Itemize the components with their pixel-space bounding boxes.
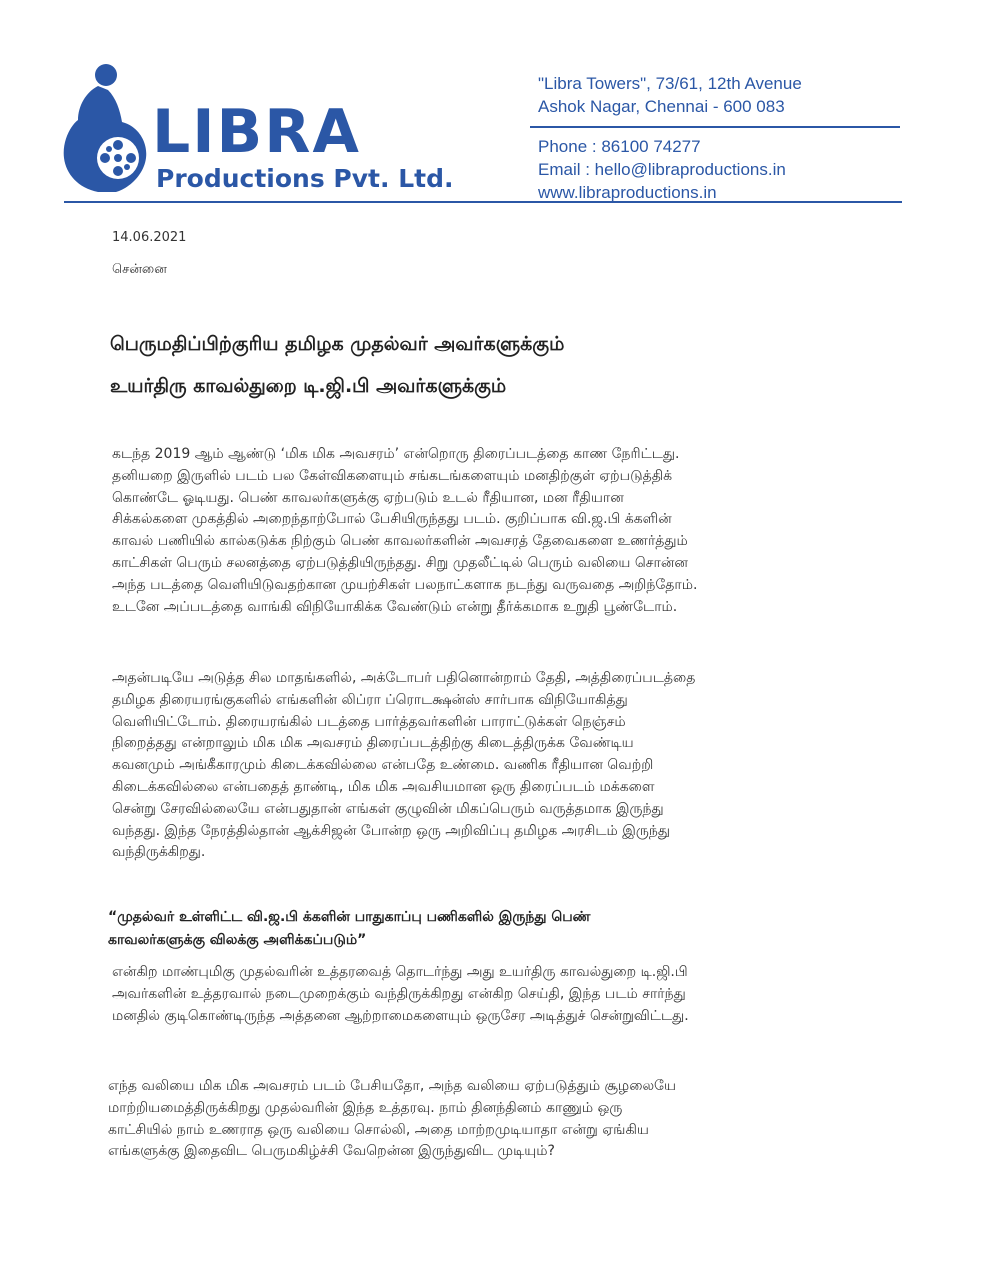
paragraph-line: வந்திருக்கிறது. [112,844,206,861]
paragraph-line: உடனே அப்படத்தை வாங்கி விநியோகிக்க வேண்டும் என்று தீர்க்கமாக உறுதி பூண்டோம். [112,598,678,615]
paragraph-line: வெளியிட்டோம். திரையரங்கில் படத்தை பார்த்தவர்களின் பாராட்டுக்கள் நெஞ்சம் [112,713,626,730]
paragraph-line: என்கிற மாண்புமிகு முதல்வரின் உத்தரவைத் தொடர்ந்து அது உயர்திரு காவல்துறை டி.ஜி.பி [112,964,688,980]
paragraph-line: சென்று சேரவில்லையே என்பதுதான் எங்கள் குழுவின் மிகப்பெரும் வருத்தமாக இருந்து [112,800,664,817]
paragraph-line: வந்தது. இந்த நேரத்தில்தான் ஆக்சிஜன் போன்ற ஒரு அறிவிப்பு தமிழக அரசிடம் இருந்து [112,822,670,839]
paragraph-line: காவல் பணியில் கால்கடுக்க நிற்கும் பெண் காவலர்களின் அவசரத் தேவைகளை உணர்த்தும் [112,533,688,550]
paragraph-line: அந்த படத்தை வெளியிடுவதற்கான முயற்சிகள் பலநாட்களாக நடந்து வருவதை அறிந்தோம். [112,576,698,593]
paragraph-line: சிக்கல்களை முகத்தில் அறைந்தாற்போல் பேசியிருந்தது படம். குறிப்பாக வி.ஜ.பி க்களின் [112,511,672,528]
paragraph-2 [112,668,872,864]
paragraph-line: அதன்படியே அடுத்த சில மாதங்களில், அக்டோபர் பதினொன்றாம் தேதி, அத்திரைப்படத்தை [112,670,696,686]
paragraph-line: காட்சியில் நாம் உணராத ஒரு வலியை சொல்லி, அதை மாற்றமுடியாதா என்று ஏங்கிய [108,1121,649,1138]
salutation-line-1: பெருமதிப்பிற்குரிய தமிழக முதல்வர் அவர்களுக்கும் [110,333,565,355]
paragraph-1 [112,444,872,618]
paragraph-line: கொண்டே ஓடியது. பெண் காவலர்களுக்கு ஏற்படும் உடல் ரீதியான, மன ரீதியான [112,489,624,506]
letter-place: சென்னை [112,262,167,277]
email: Email : hello@libraproductions.in [538,160,786,179]
paragraph-3 [112,962,872,1027]
quote-line: “முதல்வர் உள்ளிட்ட வி.ஜ.பி க்களின் பாதுகாப்பு பணிகளில் இருந்து பெண் [108,909,591,925]
paragraph-line: கவனமும் அங்கீகாரமும் கிடைக்கவில்லை என்பதே உண்மை. வணிக ரீதியான வெற்றி [112,757,654,774]
paragraph-line: கடந்த 2019 ஆம் ஆண்டு ‘மிக மிக அவசரம்’ என்றொரு திரைப்படத்தை காண நேரிட்டது. [112,446,680,462]
pregnant-woman-film-reel-icon [58,62,150,197]
letterhead [0,0,982,210]
header-divider [64,201,902,203]
paragraph-line: எந்த வலியை மிக மிக அவசரம் படம் பேசியதோ, அந்த வலியை ஏற்படுத்தும் சூழலையே [108,1078,677,1094]
paragraph-line: எங்களுக்கு இதைவிட பெருமகிழ்ச்சி வேறென்ன இருந்துவிட முடியும்? [108,1143,555,1160]
address-line-1: "Libra Towers", 73/61, 12th Avenue [538,74,802,93]
phone: Phone : 86100 74277 [538,137,701,156]
brand-subtitle: Productions Pvt. Ltd. [156,164,454,193]
paragraph-4 [108,1076,868,1163]
paragraph-line: நிறைத்தது என்றாலும் மிக மிக அவசரம் திரைப்படத்திற்கு கிடைத்திருக்க வேண்டிய [112,735,634,752]
website: www.libraproductions.in [538,183,717,202]
brand-name: LIBRA [152,97,361,167]
salutation-line-2: உயர்திரு காவல்துறை டி.ஜி.பி அவர்களுக்கும் [110,375,507,397]
quote-line: காவலர்களுக்கு விலக்கு அளிக்கப்படும்” [108,932,367,948]
paragraph-line: காட்சிகள் பெரும் சலனத்தை ஏற்படுத்தியிருந்தது. சிறு முதலீட்டில் பெரும் வலியை சொன்ன [112,554,688,571]
paragraph-line: மனதில் குடிகொண்டிருந்த அத்தனை ஆற்றாமைகளையும் ஒருசேர அடித்துச் சென்றுவிட்டது. [112,1007,689,1024]
letter-date: 14.06.2021 [112,230,187,245]
quoted-order [108,906,868,952]
paragraph-line: கிடைக்கவில்லை என்பதைத் தாண்டி, மிக மிக அவசியமான ஒரு திரைப்படம் மக்களை [112,778,655,795]
contact-divider [530,126,900,128]
paragraph-line: தனியறை இருளில் படம் பல கேள்விகளையும் சங்கடங்களையும் மனதிற்குள் ஏற்படுத்திக் [112,467,673,484]
paragraph-line: தமிழக திரையரங்குகளில் எங்களின் லிப்ரா ப்ரொடக்ஷன்ஸ் சார்பாக விநியோகித்து [112,691,628,708]
paragraph-line: அவர்களின் உத்தரவால் நடைமுறைக்கும் வந்திருக்கிறது என்கிற செய்தி, இந்த படம் சார்ந்து [112,985,686,1002]
contact-block [538,72,908,204]
paragraph-line: மாற்றியமைத்திருக்கிறது முதல்வரின் இந்த உத்தரவு. நாம் தினந்தினம் காணும் ஒரு [108,1099,623,1116]
address-line-2: Ashok Nagar, Chennai - 600 083 [538,97,785,116]
